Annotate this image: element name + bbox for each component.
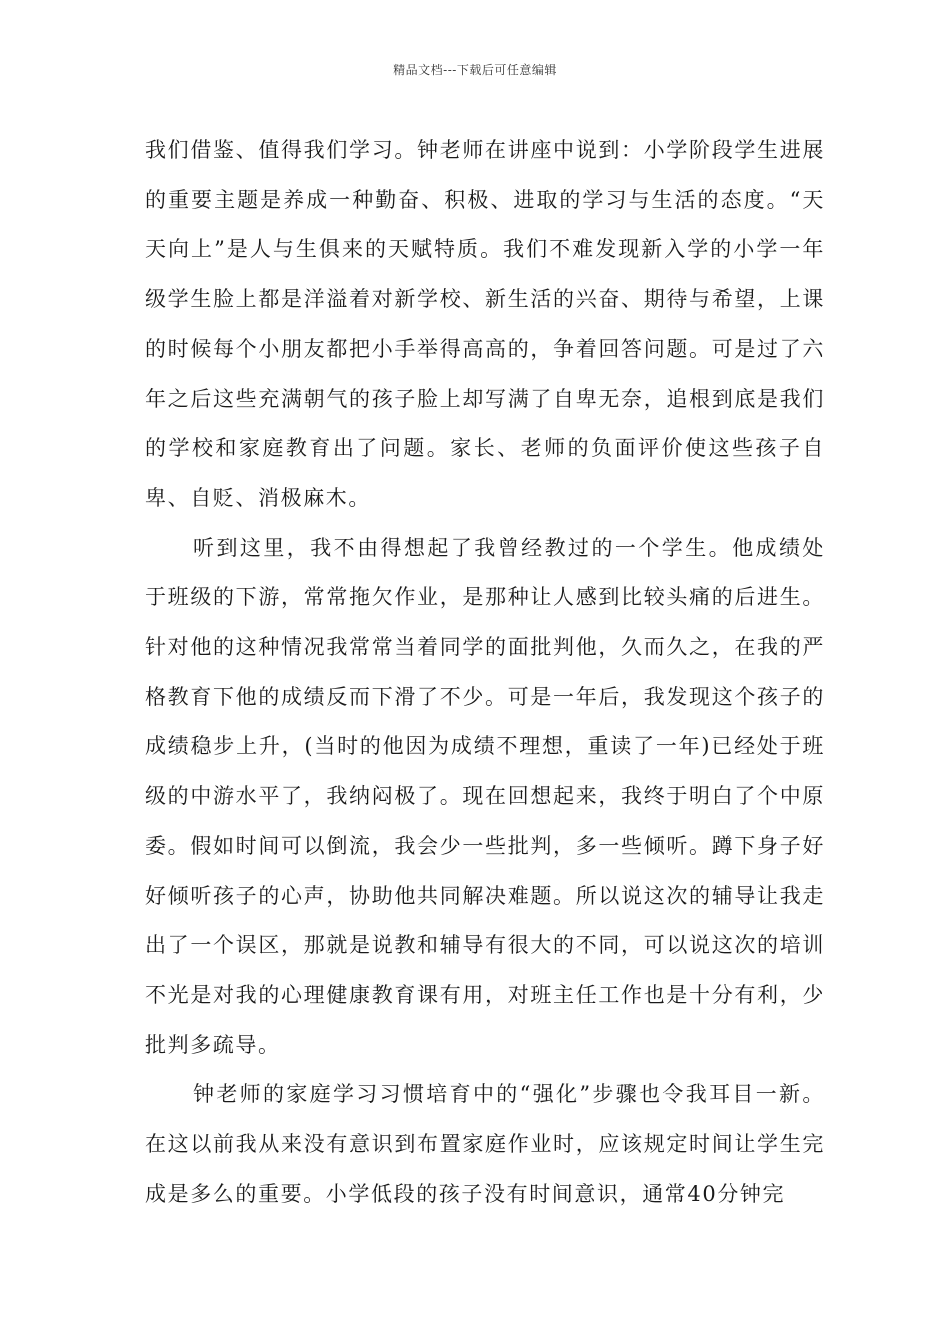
- paragraph-2: 听到这里，我不由得想起了我曾经教过的一个学生。他成绩处于班级的下游，常常拖欠作业，是那种让人感到比较头痛的后进生。针对他的这种情况我常常当着同学的面批判他，久而久之，在我的严格教育下他的成绩反而下滑了不少。可是一年后，我发现这个孩子的成绩稳步上升，(当时的他因为成绩不理想，重读了一年)已经处于班级的中游水平了，我纳闷极了。现在回想起来，我终于明白了个中原委。假如时间可以倒流，我会少一些批判，多一些倾听。蹲下身子好好倾听孩子的心声，协助他共同解决难题。所以说这次的辅导让我走出了一个误区，那就是说教和辅导有很大的不同，可以说这次的培训不光是对我的心理健康教育课有用，对班主任工作也是十分有利，少批判多疏导。: [145, 535, 825, 1057]
- document-body: [145, 126, 825, 1219]
- paragraph-1: 我们借鉴、值得我们学习。钟老师在讲座中说到：小学阶段学生进展的重要主题是养成一种勤奋、积极、进取的学习与生活的态度。“天天向上”是人与生俱来的天赋特质。我们不难发现新入学的小学一年级学生脸上都是洋溢着对新学校、新生活的兴奋、期待与希望，上课的时候每个小朋友都把小手举得高高的，争着回答问题。可是过了六年之后这些充满朝气的孩子脸上却写满了自卑无奈，追根到底是我们的学校和家庭教育出了问题。家长、老师的负面评价使这些孩子自卑、自贬、消极麻木。: [145, 138, 825, 510]
- page-header: 精品文档---下载后可任意编辑: [393, 63, 557, 77]
- paragraph-3: 钟老师的家庭学习习惯培育中的“强化”步骤也令我耳目一新。在这以前我从来没有意识到布置家庭作业时，应该规定时间让学生完成是多么的重要。小学低段的孩子没有时间意识，通常40分钟完: [145, 1082, 825, 1206]
